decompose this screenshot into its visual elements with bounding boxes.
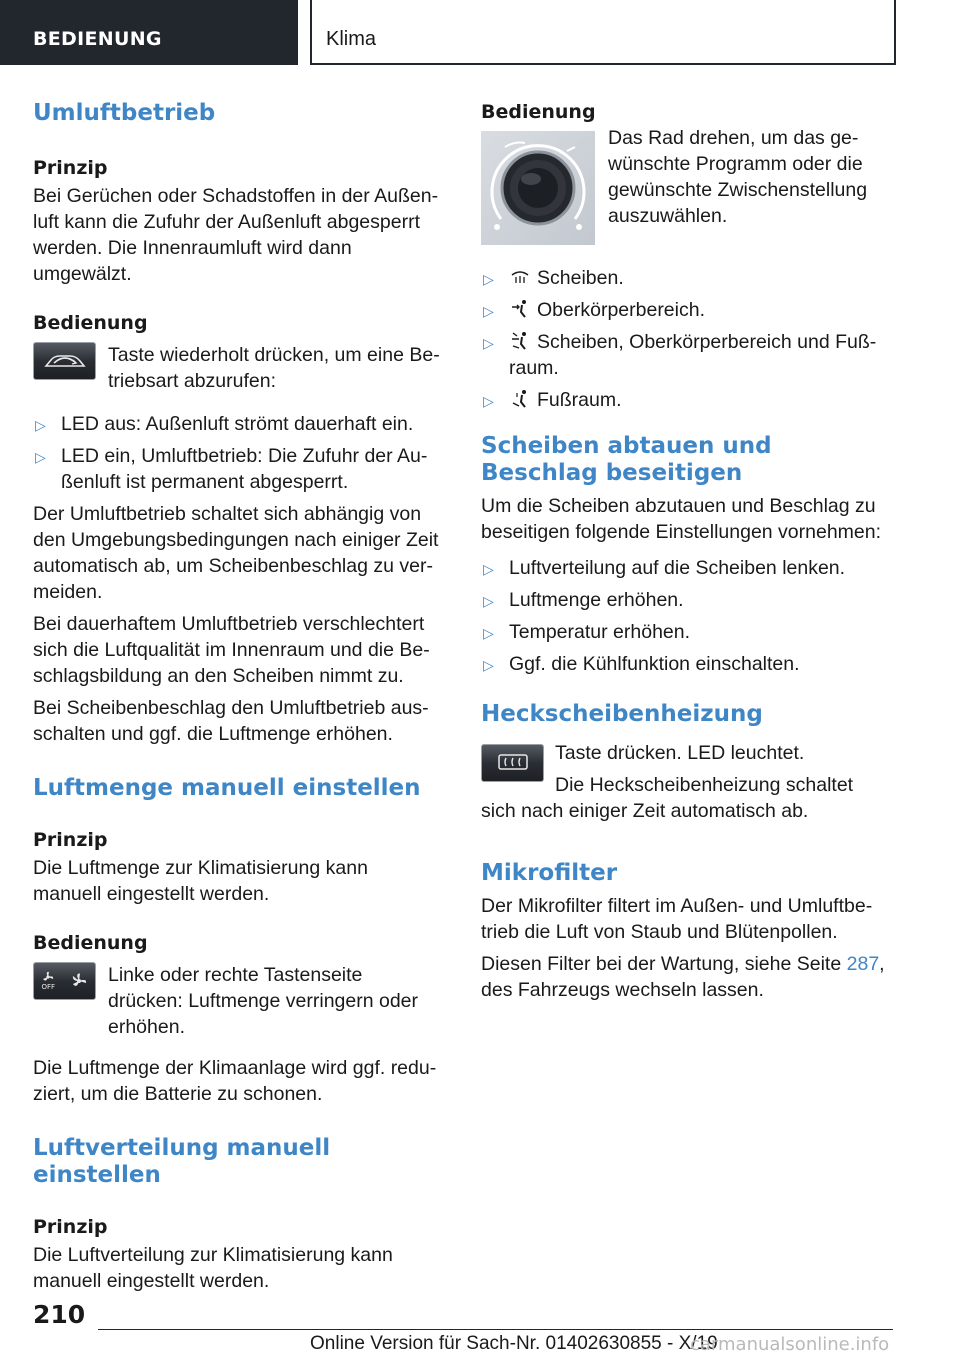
fan-icon <box>70 972 88 990</box>
right-column <box>481 100 893 1003</box>
heckscheibe-line-1: Taste drücken. LED leuchtet. <box>555 742 805 764</box>
fan-button-image <box>33 962 96 1000</box>
page-reference-link[interactable]: 287 <box>846 953 880 975</box>
subheading-prinzip: Prinzip <box>33 829 108 851</box>
heading-mikrofilter: Mikrofilter <box>481 860 618 886</box>
left-column <box>33 100 441 1294</box>
watermark: carmanualsonline.info <box>690 1334 890 1355</box>
list-item: ▷ Ggf. die Kühlfunktion einschalten. <box>481 651 893 677</box>
page-number: 210 <box>33 1300 86 1329</box>
online-version-text: Online Version für Sach-Nr. 01402630855 - X/19 <box>310 1333 718 1354</box>
recirculation-icon <box>42 349 88 373</box>
air-distribution-knob-image <box>481 131 595 245</box>
heading-luftverteilung: Luftverteilung manuell einstellen <box>33 1135 331 1188</box>
triangle-bullet-icon: ▷ <box>483 625 494 641</box>
knob-row <box>481 127 893 245</box>
chapter-header <box>310 0 896 65</box>
rear-defroster-button-image <box>481 744 544 782</box>
list-item: ▷ Temperatur erhöhen. <box>481 619 893 645</box>
footwell-icon <box>509 389 531 409</box>
heading-luftmenge: Luftmenge manuell einstellen <box>33 775 421 801</box>
list-item: ▷ Scheiben, Oberkörperbereich und Fußraum. <box>483 331 877 379</box>
list-item: ▷ Luftmenge erhöhen. <box>481 587 893 613</box>
air-distribution-list <box>481 265 893 413</box>
subheading-prinzip: Prinzip <box>33 157 108 179</box>
subheading-bedienung: Bedienung <box>481 101 596 123</box>
abtauen-intro: Um die Scheiben abzutauen und Beschlag zu beseitigen folgende Einstellungen vornehmen: <box>481 495 882 543</box>
list-item: ▷ LED aus: Außenluft strömt dauerhaft ein. <box>33 411 441 437</box>
umluft-para-2: Bei dauerhaftem Umluftbetrieb verschlechtert sich die Luftqualität im Innenraum und die Beschlagsbildung an den Scheiben nimmt zu. <box>33 613 430 687</box>
list-item: ▷ Oberkörperbereich. <box>481 297 893 323</box>
luftmenge-bedienung-row <box>33 962 441 1040</box>
umluft-para-1: Der Umluftbetrieb schaltet sich abhängig von den Umgebungsbedingungen nach einiger Zeit automatisch ab, um Scheibenbeschlag zu vermeiden. <box>33 503 439 603</box>
footer-divider <box>98 1329 893 1330</box>
luftmenge-para-1: Die Luftmenge der Klimaanlage wird ggf. reduziert, um die Batterie zu schonen. <box>33 1057 437 1105</box>
triangle-bullet-icon: ▷ <box>483 303 494 319</box>
heckscheibe-block <box>481 740 893 824</box>
triangle-bullet-icon: ▷ <box>483 393 494 409</box>
subheading-bedienung: Bedienung <box>33 932 148 954</box>
section-title: BEDIENUNG <box>33 28 162 50</box>
list-item: ▷ Fußraum. <box>481 387 893 413</box>
list-item: ▷ Scheiben. <box>481 265 893 291</box>
mikrofilter-para-1: Der Mikrofilter filtert im Außen- und Umluftbetrieb die Luft von Staub und Blütenpollen. <box>481 895 873 943</box>
triangle-bullet-icon: ▷ <box>483 271 494 287</box>
heckscheibe-line-2: Die Heckscheibenheizung schaltet sich nach einiger Zeit automatisch ab. <box>481 774 854 822</box>
knob-instruction-text: Das Rad drehen, um das gewünschte Programm oder die gewünschte Zwischenstellung auszuwählen. <box>608 127 868 227</box>
recirculation-button-image <box>33 342 96 380</box>
mikrofilter-para-2: Diesen Filter bei der Wartung, siehe Seite 287, des Fahrzeugs wechseln lassen. <box>481 953 885 1001</box>
fan-off-icon: OFF <box>41 971 55 991</box>
heading-umluftbetrieb: Umluftbetrieb <box>33 100 216 126</box>
list-item: ▷ LED ein, Umluftbetrieb: Die Zufuhr der Außenluft ist permanent abgesperrt. <box>35 445 428 493</box>
subheading-bedienung: Bedienung <box>33 312 148 334</box>
umluft-prinzip-text: Bei Gerüchen oder Schadstoffen in der Außenluft kann die Zufuhr der Außenluft abgesperrt werden. Die Innenraumluft wird dann umgewälzt. <box>33 185 439 285</box>
rotary-knob-icon <box>481 131 595 245</box>
upper-body-icon <box>509 299 531 319</box>
luftmenge-bedienung-text: Linke oder rechte Tastenseite drücken: Luftmenge verringern oder erhöhen. <box>108 964 419 1038</box>
list-item: ▷ Luftverteilung auf die Scheiben lenken. <box>481 555 893 581</box>
luftmenge-prinzip-text: Die Luftmenge zur Klimatisierung kann manuell eingestellt werden. <box>33 857 368 905</box>
heading-heckscheibenheizung: Heckscheibenheizung <box>481 701 763 727</box>
rear-defroster-icon <box>496 752 530 774</box>
abtauen-steps-list <box>481 555 893 677</box>
triangle-bullet-icon: ▷ <box>35 449 46 465</box>
triangle-bullet-icon: ▷ <box>483 335 494 351</box>
triangle-bullet-icon: ▷ <box>35 417 46 433</box>
triangle-bullet-icon: ▷ <box>483 593 494 609</box>
umluft-para-3: Bei Scheibenbeschlag den Umluftbetrieb ausschalten und ggf. die Luftmenge erhöhen. <box>33 697 429 745</box>
chapter-title: Klima <box>326 28 377 50</box>
umluft-bedienung-row <box>33 342 441 394</box>
umluft-mode-list <box>33 411 441 495</box>
umluft-bedienung-text: Taste wiederholt drücken, um eine Betriebsart abzurufen: <box>108 344 440 392</box>
section-header <box>0 0 298 65</box>
heading-scheiben-abtauen: Scheiben abtauen und Beschlag beseitigen <box>481 433 772 486</box>
full-distribution-icon <box>509 331 531 351</box>
triangle-bullet-icon: ▷ <box>483 657 494 673</box>
windshield-icon <box>509 267 531 287</box>
triangle-bullet-icon: ▷ <box>483 561 494 577</box>
luftverteilung-prinzip-text: Die Luftverteilung zur Klimatisierung kann manuell eingestellt werden. <box>33 1244 393 1292</box>
subheading-prinzip: Prinzip <box>33 1216 108 1238</box>
